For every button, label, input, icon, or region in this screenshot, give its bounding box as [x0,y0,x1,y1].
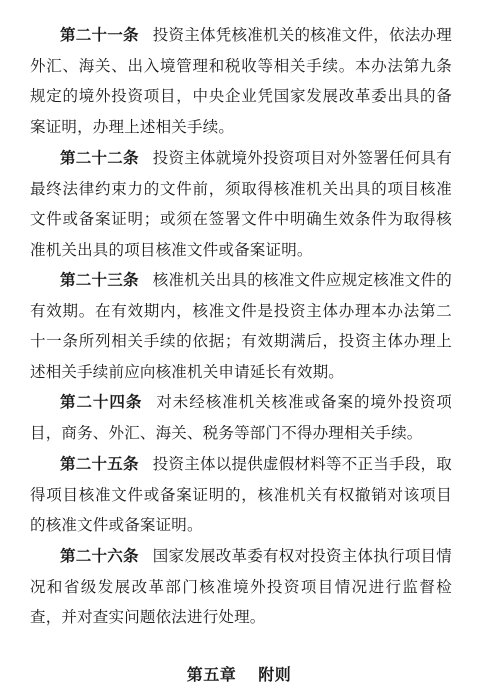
article-21 [30,20,452,142]
article-24 [30,387,452,448]
article-number: 第二十六条 [60,546,139,565]
article-number: 第二十二条 [60,148,139,167]
article-25 [30,449,452,541]
chapter-number: 第五章 [186,665,237,684]
article-26 [30,541,452,633]
chapter-heading [0,662,478,685]
article-text: 投资主体就境外投资项目对外签署任何具有最终法律约束力的文件前，须取得核准机关出具的项目核准文件或备案证明；或须在签署文件中明确生效条件为取得核准机关出具的项目核准文件或备案证明。 [30,149,452,259]
article-number: 第二十三条 [60,270,139,289]
article-number: 第二十四条 [60,392,143,411]
article-22 [30,143,452,265]
article-23 [30,265,452,387]
article-text: 投资主体以提供虚假材料等不正当手段，取得项目核准文件或备案证明的，核准机关有权撤销对该项目的核准文件或备案证明。 [30,455,452,535]
article-number: 第二十一条 [60,25,139,44]
article-number: 第二十五条 [60,454,139,473]
article-text: 投资主体凭核准机关的核准文件，依法办理外汇、海关、出入境管理和税收等相关手续。本办法第九条规定的境外投资项目，中央企业凭国家发展改革委出具的备案证明，办理上述相关手续。 [30,26,452,136]
article-text: 对未经核准机关核准或备案的境外投资项目，商务、外汇、海关、税务等部门不得办理相关手续。 [30,393,452,442]
article-text: 国家发展改革委有权对投资主体执行项目情况和省级发展改革部门核准境外投资项目情况进行监督检查，并对查实问题依法进行处理。 [30,547,452,627]
article-text: 核准机关出具的核准文件应规定核准文件的有效期。在有效期内，核准文件是投资主体办理本办法第二十一条所列相关手续的依据；有效期满后，投资主体办理上述相关手续前应向核准机关申请延长有效期。 [30,271,452,381]
chapter-title: 附则 [258,665,292,684]
